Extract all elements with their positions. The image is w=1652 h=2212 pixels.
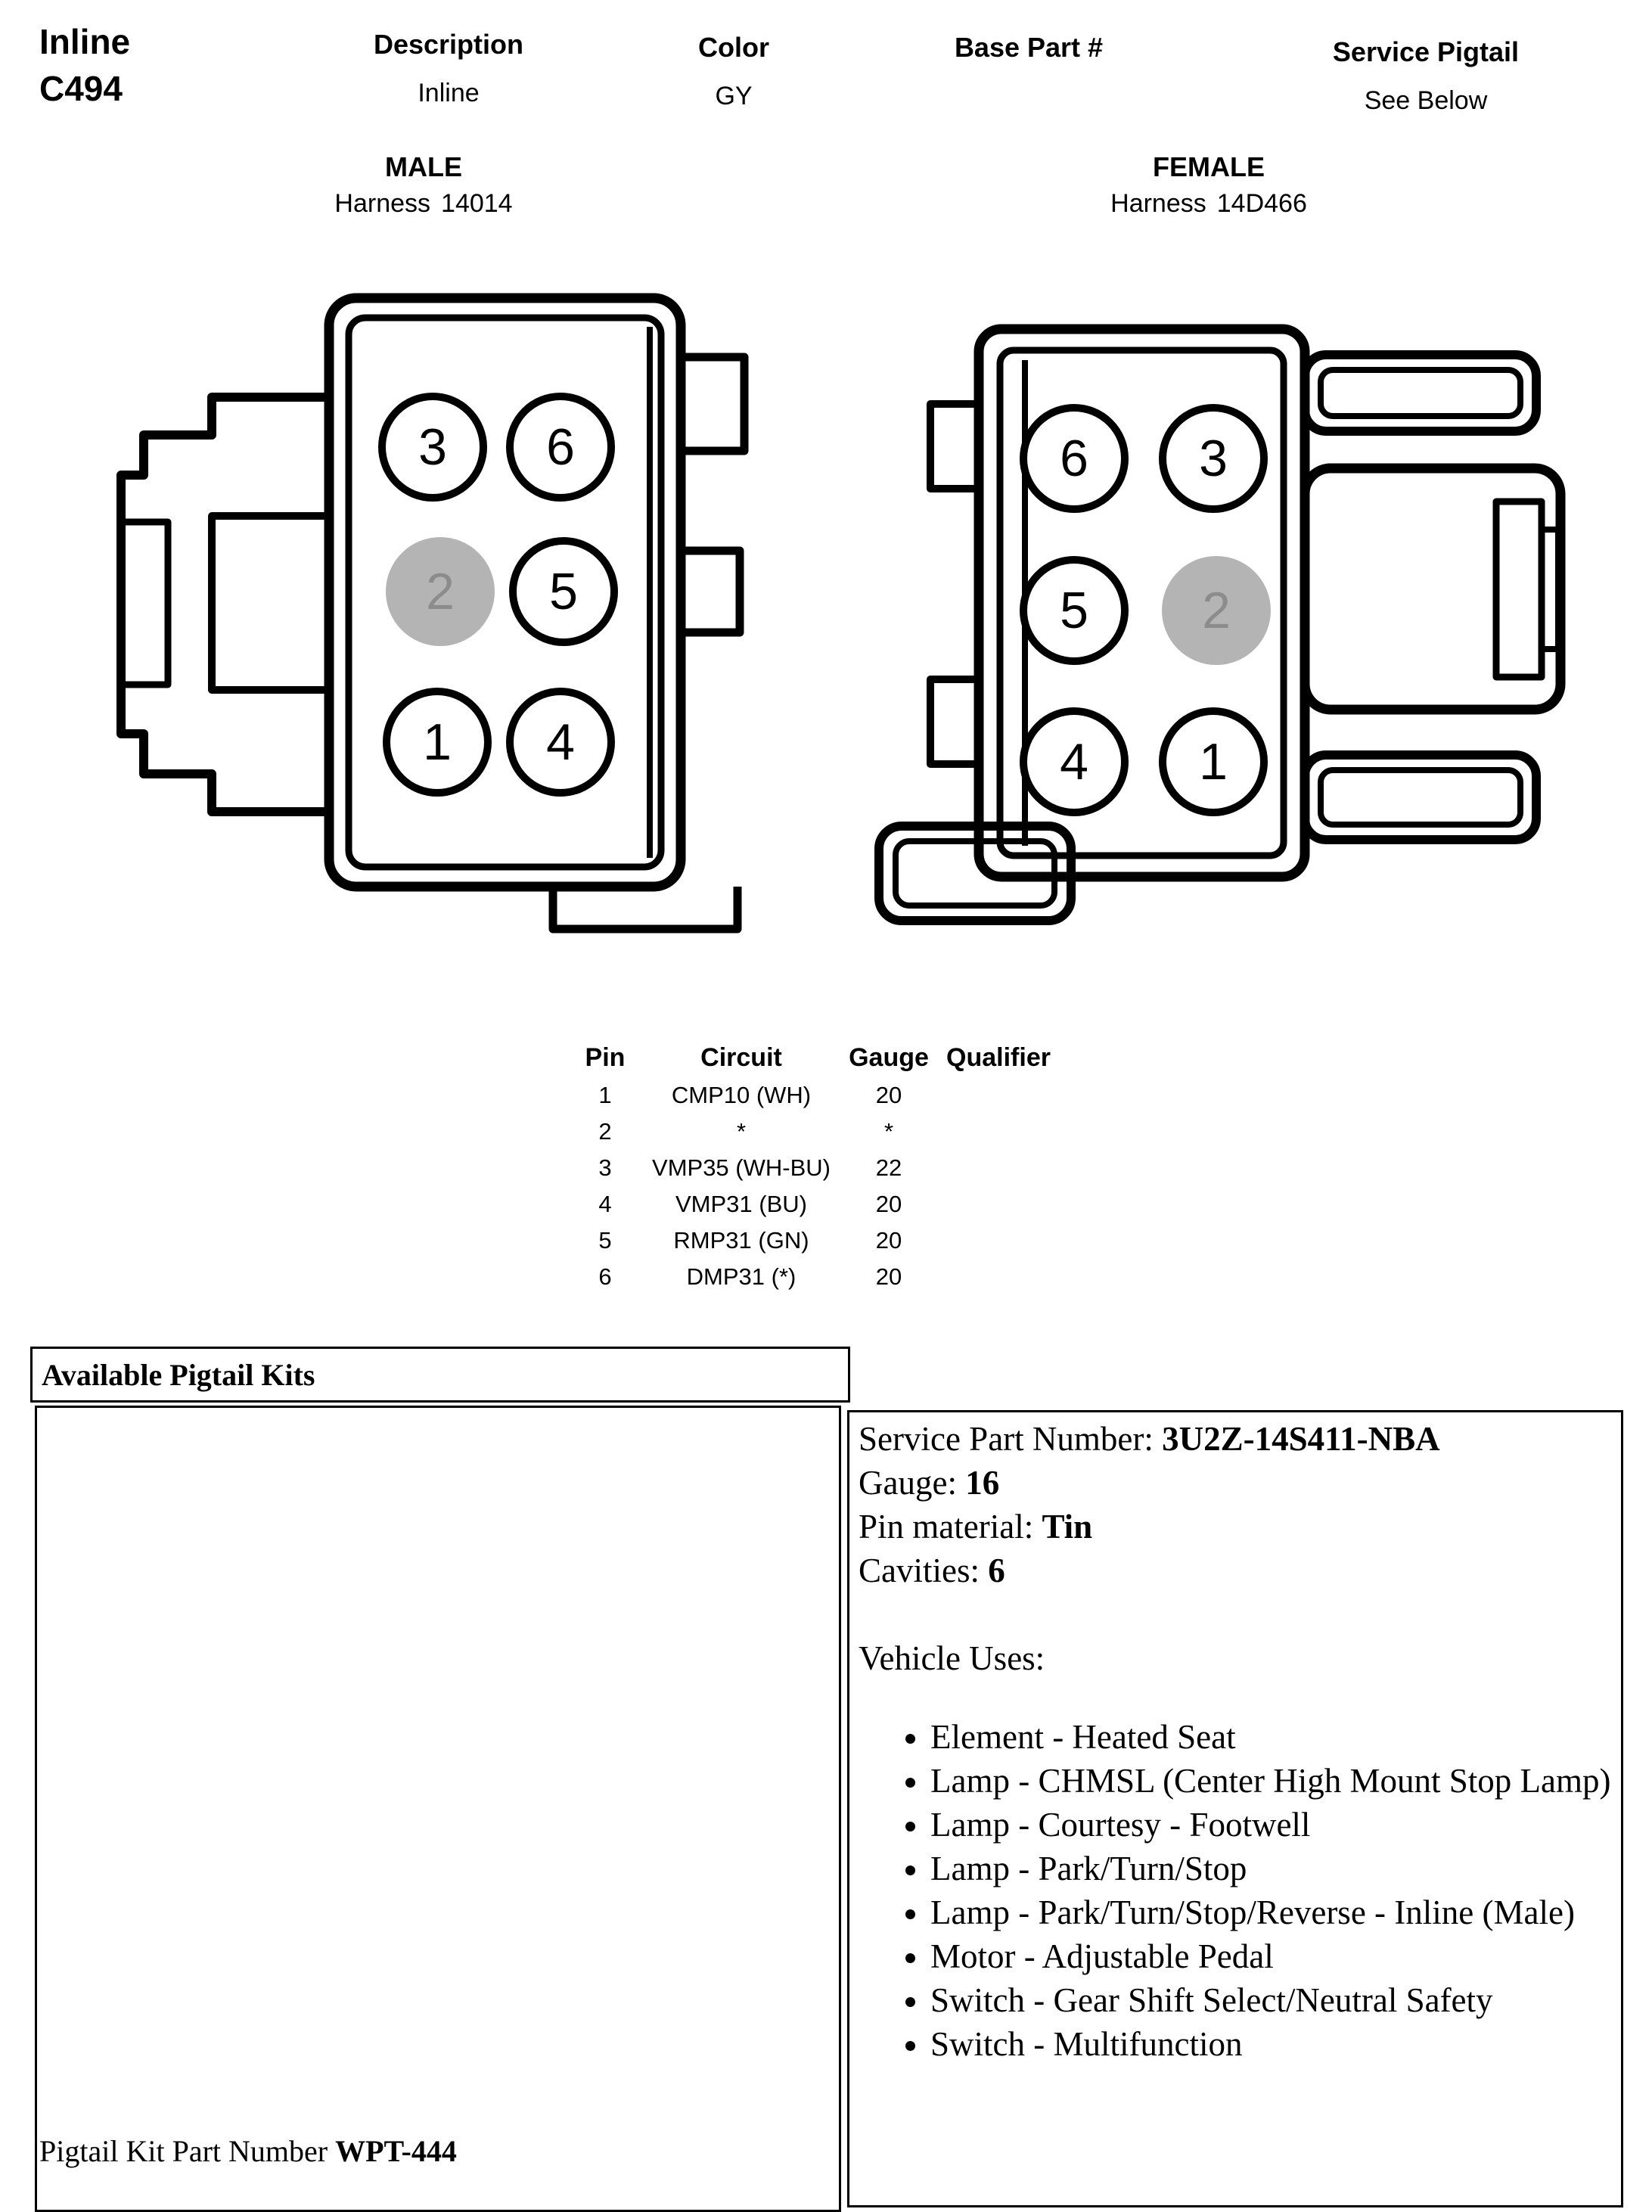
row-gauge: 20 (875, 1191, 902, 1217)
list-item: • Element - Heated Seat (930, 1715, 1612, 1759)
service-pigtail-field (1301, 36, 1551, 116)
female-title: FEMALE (1153, 151, 1265, 182)
row-qualifier (934, 1223, 1063, 1259)
female-connector (870, 318, 1566, 946)
row-circuit: RMP31 (GN) (673, 1227, 809, 1254)
color-label: Color (698, 32, 769, 63)
cavities-label: Cavities: (859, 1552, 980, 1589)
list-item: • Lamp - Park/Turn/Stop/Reverse - Inline (Male) (930, 1890, 1612, 1934)
male-connector (98, 272, 779, 938)
row-pin: 2 (598, 1118, 612, 1145)
pin-table-header (571, 1038, 1146, 1077)
vehicle-uses-label: Vehicle Uses: (859, 1639, 1045, 1677)
row-circuit: DMP31 (*) (686, 1263, 796, 1290)
pin-table-header-circuit: Circuit (700, 1043, 782, 1072)
row-circuit: * (736, 1118, 747, 1145)
service-pigtail-label: Service Pigtail (1332, 36, 1520, 67)
list-item: • Lamp - Park/Turn/Stop (930, 1847, 1612, 1890)
pin-material-value: Tin (1042, 1508, 1093, 1546)
table-row (571, 1223, 1146, 1259)
male-pin-1: 1 (383, 688, 492, 797)
cavities-value: 6 (988, 1552, 1005, 1589)
row-pin: 3 (598, 1154, 612, 1181)
gauge-line (859, 1461, 1612, 1505)
row-gauge: 20 (875, 1227, 902, 1254)
description-field (335, 29, 562, 108)
table-row (571, 1114, 1146, 1150)
connector-title (39, 18, 130, 112)
connector-type: Inline (39, 22, 131, 61)
male-pin-5: 5 (509, 537, 618, 646)
row-qualifier (934, 1259, 1063, 1295)
gauge-value: 16 (965, 1464, 1000, 1502)
male-title: MALE (385, 151, 462, 182)
service-part-value: 3U2Z-14S411-NBA (1162, 1420, 1440, 1458)
male-harness-label: Harness (334, 189, 431, 218)
base-part-field (915, 32, 1142, 82)
row-gauge: * (883, 1118, 894, 1145)
list-item: • Switch - Multifunction (930, 2022, 1612, 2066)
vehicle-uses-list (859, 1715, 1612, 2066)
list-item: • Lamp - Courtesy - Footwell (930, 1803, 1612, 1847)
description-label: Description (373, 29, 524, 60)
pigtail-kit-label: Pigtail Kit Part Number (39, 2134, 328, 2168)
row-circuit: VMP31 (BU) (675, 1191, 807, 1217)
female-pin-5: 5 (1020, 556, 1129, 665)
male-pin-6: 6 (506, 393, 615, 502)
row-pin: 6 (598, 1263, 612, 1290)
service-part-number-line (859, 1417, 1612, 1461)
available-pigtail-kits-header (30, 1347, 850, 1403)
pin-table-header-pin: Pin (585, 1043, 626, 1072)
female-pin-6: 6 (1020, 404, 1129, 513)
female-harness (1050, 189, 1368, 219)
female-pin-4: 4 (1020, 707, 1129, 816)
pin-table-header-qualifier: Qualifier (946, 1043, 1051, 1072)
list-item: • Motor - Adjustable Pedal (930, 1934, 1612, 1978)
female-harness-label: Harness (1110, 189, 1206, 218)
pigtail-kit-value: WPT-444 (335, 2134, 457, 2168)
table-row (571, 1077, 1146, 1114)
female-pin-3: 3 (1159, 404, 1268, 513)
row-qualifier (934, 1114, 1063, 1150)
pigtail-kits-box (35, 1406, 841, 2212)
description-value: Inline (418, 79, 480, 107)
female-harness-value: 14D466 (1216, 189, 1307, 218)
service-part-label: Service Part Number: (859, 1420, 1154, 1458)
row-pin: 1 (598, 1082, 612, 1108)
row-pin: 4 (598, 1191, 612, 1217)
row-gauge: 20 (875, 1082, 902, 1108)
table-row (571, 1186, 1146, 1223)
gauge-label: Gauge: (859, 1464, 957, 1502)
male-pin-4: 4 (506, 688, 615, 797)
row-pin: 5 (598, 1227, 612, 1254)
list-item: • Switch - Gear Shift Select/Neutral Safety (930, 1978, 1612, 2022)
male-harness-value: 14014 (441, 189, 513, 218)
service-pigtail-value: See Below (1364, 86, 1488, 115)
pin-material-line (859, 1505, 1612, 1549)
male-pin-3: 3 (378, 393, 487, 502)
cavities-line (859, 1549, 1612, 1592)
female-pin-1: 1 (1159, 707, 1268, 816)
row-circuit: CMP10 (WH) (671, 1082, 812, 1108)
male-pin-2-highlighted: 2 (386, 537, 495, 646)
female-pin-2-highlighted: 2 (1162, 556, 1271, 665)
row-qualifier (934, 1186, 1063, 1223)
row-gauge: 22 (875, 1154, 902, 1181)
base-part-label: Base Part # (954, 32, 1104, 63)
color-value: GY (715, 82, 753, 110)
available-pigtail-kits-title: Available Pigtail Kits (42, 1357, 315, 1392)
row-qualifier (934, 1150, 1063, 1186)
row-circuit: VMP35 (WH-BU) (652, 1154, 831, 1181)
pigtail-kit-part-number (39, 2133, 457, 2169)
connector-id: C494 (39, 69, 123, 108)
pin-table (571, 1038, 1146, 1295)
row-gauge: 20 (875, 1263, 902, 1290)
service-info-box (847, 1410, 1623, 2207)
pin-table-header-gauge: Gauge (849, 1043, 929, 1072)
color-field (620, 32, 847, 111)
list-item: • Lamp - CHMSL (Center High Mount Stop Lamp) (930, 1759, 1612, 1803)
table-row (571, 1150, 1146, 1186)
row-qualifier (934, 1077, 1063, 1114)
pin-material-label: Pin material: (859, 1508, 1034, 1546)
male-harness (265, 189, 582, 219)
table-row (571, 1259, 1146, 1295)
